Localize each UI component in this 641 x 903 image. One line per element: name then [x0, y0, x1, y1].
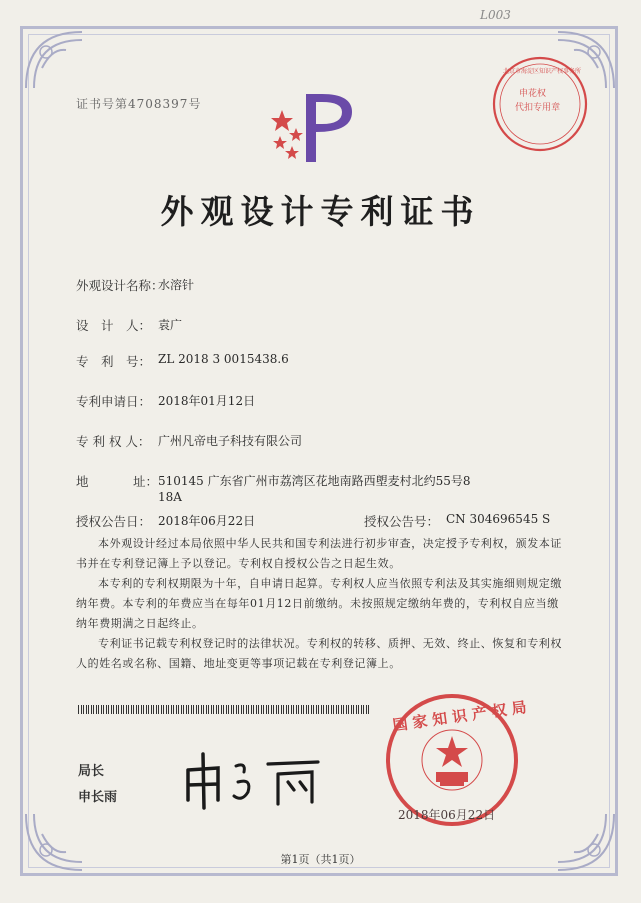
grant-date-value: 2018年06月22日	[158, 514, 256, 528]
paragraph-3: 专利证书记载专利权登记时的法律状况。专利权的转移、质押、无效、终止、恢复和专利权人的姓名或名称、国籍、地址变更等事项记载在专利登记簿上。	[76, 637, 562, 670]
grant-date-label: 授权公告日：	[76, 514, 152, 529]
design-name-label: 外观设计名称：	[76, 278, 164, 293]
official-seal-text: 国家知识产权局	[391, 697, 533, 735]
agency-stamp-text-2: 代扣专用章	[515, 103, 561, 113]
design-name-value: 水溶针	[158, 278, 195, 292]
patent-number-value: ZL 2018 3 0015438.6	[158, 352, 289, 366]
patent-number-label: 专 利 号：	[76, 354, 152, 369]
director-signature	[178, 742, 328, 812]
grant-number-value: CN 304696545 S	[446, 512, 551, 526]
certificate-number: 证书号第4708397号	[76, 97, 202, 111]
address-line-2: 18A	[158, 490, 182, 504]
filing-date-label: 专利申请日：	[76, 394, 152, 409]
handwritten-note: L003	[480, 8, 511, 22]
designer-value: 袁广	[158, 318, 183, 332]
address-line-1: 510145 广东省广州市荔湾区花地南路西塱麦村北约55号8	[158, 474, 471, 488]
director-name: 申长雨	[78, 790, 118, 805]
certificate-title: 外观设计专利证书	[160, 192, 481, 231]
paragraph-1: 本外观设计经过本局依照中华人民共和国专利法进行初步审查，决定授予专利权，颁发本证书并在专利登记簿上予以登记。专利权自授权公告之日起生效。	[76, 537, 562, 570]
address-label-start: 地	[76, 474, 89, 489]
corner-ornament-top-left	[22, 28, 86, 92]
patentee-value: 广州凡帝电子科技有限公司	[158, 434, 303, 448]
address-label-end: 址：	[133, 474, 159, 489]
grant-number-label: 授权公告号：	[364, 514, 440, 529]
barcode	[78, 705, 370, 714]
director-title: 局长	[78, 764, 105, 779]
page-footer: 第1页（共1页）	[280, 853, 361, 866]
designer-label: 设 计 人：	[76, 318, 152, 333]
agency-stamp-ring-text: 北京市海淀区知识产权事务所	[502, 68, 581, 75]
paragraph-2: 本专利的专利权期限为十年，自申请日起算。专利权人应当依照专利法及其实施细则规定缴纳年费。本专利的年费应当在每年01月12日前缴纳。未按照规定缴纳年费的，专利权自应当缴纳年费期满之日起终止。	[76, 577, 562, 630]
seal-date: 2018年06月22日	[398, 808, 496, 822]
patentee-label: 专 利 权 人：	[76, 434, 151, 449]
patent-office-logo-icon	[262, 88, 362, 168]
filing-date-value: 2018年01月12日	[158, 394, 256, 408]
agency-stamp-text-1: 申花权	[519, 89, 547, 99]
